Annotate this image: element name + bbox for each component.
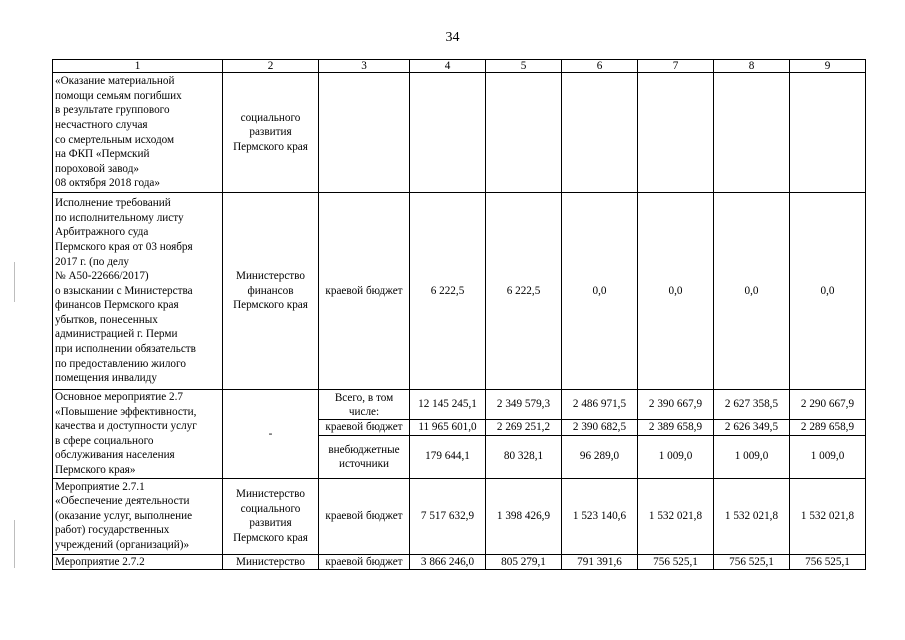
column-header: 7 [638, 60, 714, 73]
value-cell: 2 269 251,2 [486, 420, 562, 436]
table-row [53, 193, 866, 390]
value-cell: 1 009,0 [790, 435, 866, 478]
executor-cell: - [223, 390, 319, 479]
value-cell: 1 398 426,9 [486, 478, 562, 554]
funding-source-cell: краевой бюджет [319, 420, 410, 436]
value-cell: 179 644,1 [410, 435, 486, 478]
value-cell: 2 626 349,5 [714, 420, 790, 436]
value-cell: 80 328,1 [486, 435, 562, 478]
activity-name-cell: Исполнение требований по исполнительному листу Арбитражного суда Пермского края от 03 ноября 2017 г. (по делу № А50-22666/2017) о взыскании с Министерства финансов Пермского края убытков, понесенных администрацией г. Перми при исполнении обязательств по предоставлению жилого помещения инвалиду [53, 193, 223, 390]
column-header: 8 [714, 60, 790, 73]
value-cell: 6 222,5 [486, 193, 562, 390]
activity-name-cell: Мероприятие 2.7.2 [53, 554, 223, 570]
value-cell: 2 627 358,5 [714, 390, 790, 420]
value-cell: 2 289 658,9 [790, 420, 866, 436]
column-header: 2 [223, 60, 319, 73]
funding-source-cell: краевой бюджет [319, 193, 410, 390]
empty-cell [319, 73, 410, 193]
table-row [53, 554, 866, 570]
column-header: 3 [319, 60, 410, 73]
value-cell: 756 525,1 [714, 554, 790, 570]
value-cell: 1 009,0 [714, 435, 790, 478]
empty-cell [562, 73, 638, 193]
funding-source-cell: Всего, в том числе: [319, 390, 410, 420]
empty-cell [790, 73, 866, 193]
budget-table [52, 59, 866, 570]
value-cell: 2 486 971,5 [562, 390, 638, 420]
column-header: 6 [562, 60, 638, 73]
value-cell: 2 290 667,9 [790, 390, 866, 420]
value-cell: 2 390 667,9 [638, 390, 714, 420]
table-row [53, 73, 866, 193]
column-header: 9 [790, 60, 866, 73]
value-cell: 0,0 [638, 193, 714, 390]
empty-cell [486, 73, 562, 193]
column-header: 1 [53, 60, 223, 73]
executor-cell: Министерство финансов Пермского края [223, 193, 319, 390]
value-cell: 805 279,1 [486, 554, 562, 570]
activity-name-cell: Основное мероприятие 2.7 «Повышение эффективности, качества и доступности услуг в сфере социального обслуживания населения Пермского края» [53, 390, 223, 479]
value-cell: 7 517 632,9 [410, 478, 486, 554]
executor-cell: Министерство социального развития Пермского края [223, 478, 319, 554]
executor-cell: Министерство [223, 554, 319, 570]
value-cell: 3 866 246,0 [410, 554, 486, 570]
value-cell: 12 145 245,1 [410, 390, 486, 420]
funding-source-cell: внебюджетные источники [319, 435, 410, 478]
value-cell: 1 532 021,8 [638, 478, 714, 554]
value-cell: 791 391,6 [562, 554, 638, 570]
empty-cell [638, 73, 714, 193]
value-cell: 1 532 021,8 [790, 478, 866, 554]
value-cell: 96 289,0 [562, 435, 638, 478]
value-cell: 2 390 682,5 [562, 420, 638, 436]
scan-margin-line [14, 520, 15, 568]
activity-name-cell: Мероприятие 2.7.1 «Обеспечение деятельности (оказание услуг, выполнение работ) государственных учреждений (организаций)» [53, 478, 223, 554]
header-row [53, 60, 866, 73]
value-cell: 1 532 021,8 [714, 478, 790, 554]
column-header: 4 [410, 60, 486, 73]
value-cell: 11 965 601,0 [410, 420, 486, 436]
value-cell: 0,0 [714, 193, 790, 390]
value-cell: 1 523 140,6 [562, 478, 638, 554]
value-cell: 0,0 [562, 193, 638, 390]
column-header: 5 [486, 60, 562, 73]
page-number: 34 [445, 30, 460, 45]
empty-cell [410, 73, 486, 193]
table-row [53, 478, 866, 554]
value-cell: 756 525,1 [790, 554, 866, 570]
scan-margin-line [14, 262, 15, 302]
funding-source-cell: краевой бюджет [319, 554, 410, 570]
table-row [53, 390, 866, 420]
activity-name-cell: «Оказание материальной помощи семьям погибших в результате группового несчастного случая со смертельным исходом на ФКП «Пермский пороховой завод» 08 октября 2018 года» [53, 73, 223, 193]
value-cell: 0,0 [790, 193, 866, 390]
funding-source-cell: краевой бюджет [319, 478, 410, 554]
value-cell: 2 389 658,9 [638, 420, 714, 436]
value-cell: 1 009,0 [638, 435, 714, 478]
value-cell: 2 349 579,3 [486, 390, 562, 420]
executor-cell: социального развития Пермского края [223, 73, 319, 193]
value-cell: 6 222,5 [410, 193, 486, 390]
value-cell: 756 525,1 [638, 554, 714, 570]
empty-cell [714, 73, 790, 193]
